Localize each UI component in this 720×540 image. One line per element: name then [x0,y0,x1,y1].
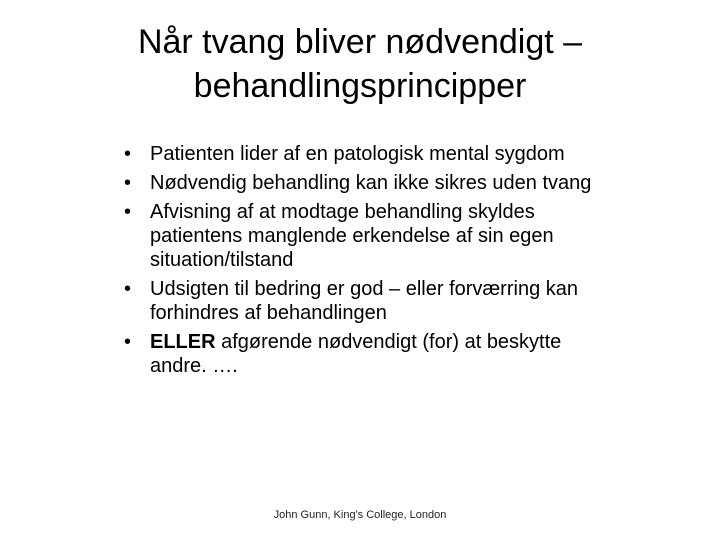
bullet-text: Afvisning af at modtage behandling skyldes patientens manglende erkendelse af sin egen situation/tilstand [150,201,554,271]
bullet-icon: • [124,143,132,165]
bullet-icon: • [124,201,132,223]
bullet-list [118,142,598,383]
slide-title [60,20,660,108]
slide-title-line-1: Når tvang bliver nødvendigt – [137,23,583,61]
bullet-icon: • [124,331,132,353]
bullet-icon: • [124,278,132,300]
bullet-item-5 [118,330,598,378]
bullet-text: Udsigten til bedring er god – eller forværring kan forhindres af behandlingen [150,278,578,324]
bullet-text: Patienten lider af en patologisk mental sygdom [150,143,565,165]
bullet-text: afgørende nødvendigt (for) at beskytte andre. …. [150,331,562,377]
bullet-item-1 [118,142,598,166]
bullet-item-3 [118,200,598,272]
bullet-emphasis: ELLER [150,331,216,353]
slide-footer: John Gunn, King's College, London [273,509,447,521]
bullet-text: Nødvendig behandling kan ikke sikres uden tvang [150,172,592,194]
bullet-icon: • [124,172,132,194]
bullet-item-2 [118,171,598,195]
slide-title-line-2: behandlingsprincipper [193,67,527,105]
bullet-item-4 [118,277,598,325]
